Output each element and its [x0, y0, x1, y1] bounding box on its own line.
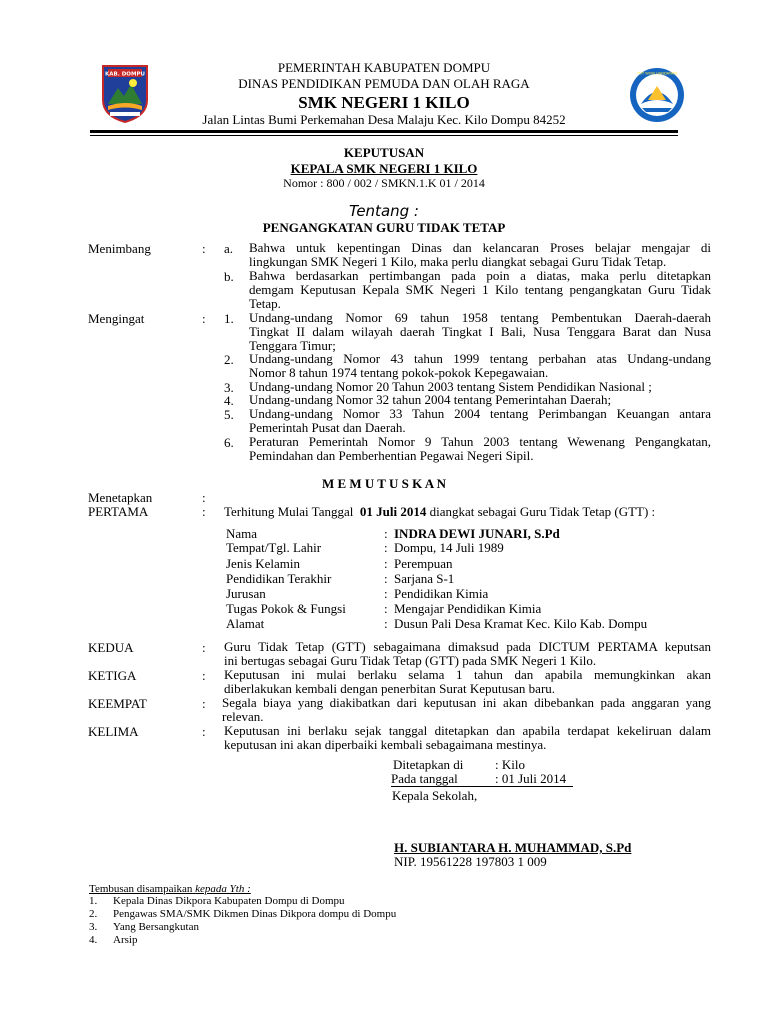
identity-label-alamat: Alamat — [226, 616, 265, 631]
ditetapkan-label: Ditetapkan di — [393, 757, 464, 772]
kelima-colon: : — [202, 724, 206, 739]
tembusan-num: 2. — [89, 908, 98, 920]
identity-colon: : — [384, 616, 388, 631]
menimbang-item-a — [249, 241, 711, 269]
identity-value-ttl: Dompu, 14 Juli 1989 — [394, 540, 504, 555]
logo-left-text: KAB. DOMPU — [105, 71, 145, 78]
kop-school-name: SMK NEGERI 1 KILO — [298, 93, 470, 112]
tembusan-num: 1. — [89, 895, 98, 907]
identity-label-nama: Nama — [226, 526, 258, 541]
kelima-label: KELIMA — [88, 724, 139, 739]
identity-value-tupoksi: Mengajar Pendidikan Kimia — [394, 601, 542, 616]
text-line: demgam Keputusan Kepala SMK Negeri 1 Kilo tentang pengangkatan Guru Tidak — [249, 282, 711, 297]
keempat-label: KEEMPAT — [88, 696, 147, 711]
mengingat-item-2 — [249, 352, 711, 380]
kop-line-2: DINAS PENDIDIKAN PEMUDA DAN OLAH RAGA — [238, 76, 530, 91]
identity-colon: : — [384, 571, 388, 586]
identity-value-alamat: Dusun Pali Desa Kramat Kec. Kilo Kab. Dompu — [394, 616, 648, 631]
identity-value-jurusan: Pendidikan Kimia — [394, 586, 489, 601]
text-line: Tingkat II dalam wilayah daerah Tingkat I Bali, Nusa Tenggara Barat dan Nusa — [249, 324, 711, 339]
nomor-surat: Nomor : 800 / 002 / SMKN.1.K 01 / 2014 — [283, 176, 485, 190]
menetapkan-colon: : — [202, 490, 206, 505]
identity-colon: : — [384, 526, 388, 541]
text-line: Peraturan Pemerintah Nomor 9 Tahun 2003 tentang Wewenang Pengangkatan, — [249, 434, 711, 449]
menimbang-item-b — [249, 269, 711, 311]
text-line: Tenggara Timur; — [249, 338, 336, 353]
text-line: Pemindahan dan Pemberhentian Pegawai Negeri Sipil. — [249, 448, 534, 463]
tentang-label: Tentang : — [349, 202, 419, 220]
pertama-text — [224, 504, 655, 520]
text-line: Keputusan ini berlaku sejak tanggal ditetapkan dan apabila terdapat kekeliruan dalam — [224, 723, 711, 738]
identity-label-ttl: Tempat/Tgl. Lahir — [226, 540, 322, 555]
pertama-label: PERTAMA — [88, 504, 149, 519]
identity-colon: : — [384, 556, 388, 571]
identity-colon: : — [384, 540, 388, 555]
kepala-heading: KEPALA SMK NEGERI 1 KILO — [290, 161, 478, 176]
text-line: diberlakukan kembali dengan penerbitan Surat Keputusan baru. — [224, 681, 556, 696]
kedua-text — [224, 640, 711, 668]
text-line: Undang-undang Nomor 33 Tahun 2004 tentang Perimbangan Keuangan antara — [249, 406, 711, 421]
ditetapkan-value: : Kilo — [495, 757, 525, 772]
menimbang-colon: : — [202, 241, 206, 256]
keempat-text — [222, 696, 711, 724]
identity-label-jurusan: Jurusan — [226, 586, 266, 601]
text-line: Pemerintah Pusat dan Daerah. — [249, 420, 406, 435]
menimbang-marker-a: a. — [224, 241, 234, 256]
text-line: lingkungan SMK Negeri 1 Kilo, maka perlu diangkat sebagai Guru Tidak Tetap. — [249, 254, 667, 269]
kop-line-1: PEMERINTAH KABUPATEN DOMPU — [277, 60, 491, 75]
text-line: Segala biaya yang diakibatkan dari keputusan ini akan dibebankan pada anggaran yang — [222, 695, 711, 710]
ketiga-label: KETIGA — [88, 668, 137, 683]
tembusan-heading-italic: kepada Yth : — [195, 883, 251, 895]
mengingat-marker-6: 6. — [224, 435, 234, 450]
signature-position: Kepala Sekolah, — [392, 788, 478, 803]
tanggal-value: : 01 Juli 2014 — [495, 771, 567, 786]
mengingat-marker-1: 1. — [224, 311, 234, 326]
tembusan-heading — [89, 883, 251, 895]
logo-right-text: TUT WURI HANDAYANI — [637, 71, 677, 76]
mengingat-item-4 — [249, 393, 711, 407]
kedua-colon: : — [202, 640, 206, 655]
identity-value-jenis-kelamin: Perempuan — [394, 556, 453, 571]
signatory-name: H. SUBIANTARA H. MUHAMMAD, S.Pd — [394, 840, 632, 855]
text-line: Guru Tidak Tetap (GTT) sebagaimana dimaksud pada DICTUM PERTAMA keputsan — [224, 639, 711, 654]
menimbang-marker-b: b. — [224, 269, 234, 284]
subject-heading: PENGANGKATAN GURU TIDAK TETAP — [262, 220, 506, 235]
kop-address: Jalan Lintas Bumi Perkemahan Desa Malaju Kec. Kilo Dompu 84252 — [202, 112, 566, 127]
text-line: Undang-undang Nomor 43 tahun 1999 tentang perbahan atas Undang-undang — [249, 351, 711, 366]
tembusan-num: 4. — [89, 934, 98, 946]
text-line: keputusan ini akan diperbaiki kembali sebagaimana mestinya. — [224, 737, 547, 752]
text-line: Undang-undang Nomor 20 Tahun 2003 tentang Sistem Pendidikan Nasional ; — [249, 379, 652, 394]
mengingat-label: Mengingat — [88, 311, 145, 326]
text-line: Bahwa berdasarkan pertimbangan pada poin a diatas, maka perlu ditetapkan — [249, 268, 711, 283]
pertama-colon: : — [202, 504, 206, 519]
tembusan-item: Arsip — [113, 934, 138, 946]
tembusan-item: Yang Bersangkutan — [113, 921, 199, 933]
kedua-label: KEDUA — [88, 640, 134, 655]
mengingat-colon: : — [202, 311, 206, 326]
text-line: Undang-undang Nomor 69 tahun 1958 tentang Pembentukan Daerah-daerah — [249, 310, 711, 325]
text-line: Undang-undang Nomor 32 tahun 2004 tentang Pemerintahan Daerah; — [249, 392, 612, 407]
mengingat-marker-5: 5. — [224, 407, 234, 422]
identity-label-pendidikan: Pendidikan Terakhir — [226, 571, 332, 586]
tembusan-item: Pengawas SMA/SMK Dikmen Dinas Dikpora dompu di Dompu — [113, 908, 397, 920]
mengingat-marker-4: 4. — [224, 393, 234, 408]
tembusan-item: Kepala Dinas Dikpora Kabupaten Dompu di Dompu — [113, 895, 345, 907]
pertama-date: 01 Juli 2014 — [359, 504, 427, 519]
kop-rule-thin — [90, 135, 678, 136]
keputusan-heading: KEPUTUSAN — [343, 145, 425, 160]
mengingat-marker-2: 2. — [224, 352, 234, 367]
kelima-text — [224, 724, 711, 752]
mengingat-marker-3: 3. — [224, 380, 234, 395]
identity-colon: : — [384, 601, 388, 616]
tanggal-row — [391, 771, 573, 787]
identity-label-jenis-kelamin: Jenis Kelamin — [226, 556, 301, 571]
signatory-nip: NIP. 19561228 197803 1 009 — [394, 854, 547, 869]
memutuskan-heading: M E M U T U S K A N — [321, 476, 447, 491]
mengingat-item-5 — [249, 407, 711, 435]
text-line: ini bertugas sebagai Guru Tidak Tetap (GTT) pada SMK Negeri 1 Kilo. — [224, 653, 597, 668]
keempat-colon: : — [202, 696, 206, 711]
identity-colon: : — [384, 586, 388, 601]
text-line: Keputusan ini mulai berlaku selama 1 tahun dan apabila memungkinkan akan — [224, 667, 711, 682]
text-line: Nomor 8 tahun 1974 tentang pokok-pokok Kepegawaian. — [249, 365, 549, 380]
ketiga-text — [224, 668, 711, 696]
text-line: relevan. — [222, 709, 264, 724]
tembusan-heading-plain: Tembusan disampaikan — [89, 883, 193, 895]
tanggal-label: Pada tanggal — [391, 771, 458, 786]
text-line: Tetap. — [249, 296, 281, 311]
identity-value-pendidikan: Sarjana S-1 — [394, 571, 455, 586]
menetapkan-label: Menetapkan — [88, 490, 153, 505]
pertama-text-after: diangkat sebagai Guru Tidak Tetap (GTT) : — [429, 504, 656, 519]
identity-label-tupoksi: Tugas Pokok & Fungsi — [226, 601, 346, 616]
text-line: Bahwa untuk kepentingan Dinas dan kelancaran Proses belajar mengajar di — [249, 240, 711, 255]
ketiga-colon: : — [202, 668, 206, 683]
mengingat-item-1 — [249, 311, 711, 353]
mengingat-item-6 — [249, 435, 711, 463]
tembusan-num: 3. — [89, 921, 98, 933]
pertama-text-before: Terhitung Mulai Tanggal — [224, 504, 354, 519]
menimbang-label: Menimbang — [88, 241, 151, 256]
identity-value-nama: INDRA DEWI JUNARI, S.Pd — [394, 526, 560, 541]
kop-rule-thick — [90, 130, 678, 133]
